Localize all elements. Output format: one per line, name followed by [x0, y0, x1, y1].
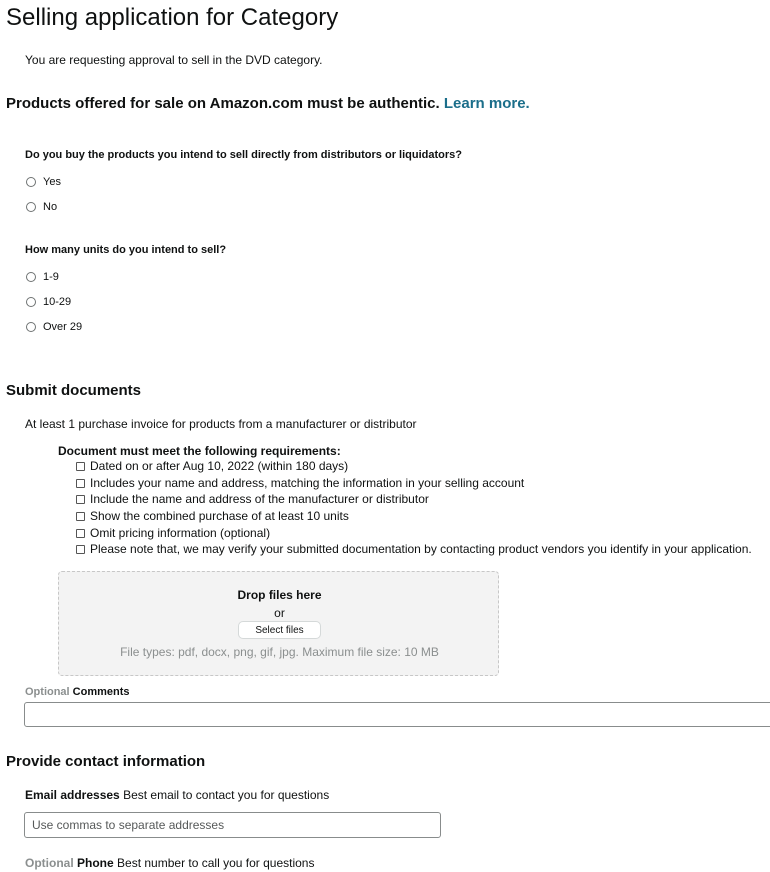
- requirement-label: Please note that, we may verify your submitted documentation by contacting product vendors you identify in your application.: [90, 542, 752, 556]
- requirement-checkbox[interactable]: [76, 512, 85, 521]
- optional-tag: Optional: [25, 686, 70, 698]
- radio-label: 1-9: [43, 271, 59, 283]
- file-dropzone[interactable]: [58, 571, 499, 676]
- contact-heading: Provide contact information: [6, 753, 206, 770]
- radio-option-10-29[interactable]: [26, 296, 71, 308]
- requirement-label: Show the combined purchase of at least 10 units: [90, 509, 349, 523]
- radio-label: Yes: [43, 176, 61, 188]
- requirement-verify[interactable]: [76, 542, 752, 556]
- dropzone-or: or: [274, 606, 285, 620]
- radio-button[interactable]: [26, 177, 36, 187]
- requirement-checkbox[interactable]: [76, 545, 85, 554]
- dropzone-title: Drop files here: [237, 588, 322, 602]
- radio-option-yes[interactable]: [26, 176, 61, 188]
- requirement-label: Omit pricing information (optional): [90, 526, 271, 540]
- phone-label: [25, 856, 314, 870]
- comments-input[interactable]: [24, 702, 770, 727]
- requirement-label: Include the name and address of the manufacturer or distributor: [90, 492, 429, 506]
- email-label: [25, 788, 329, 802]
- learn-more-link[interactable]: Learn more.: [443, 95, 530, 112]
- optional-tag: Optional: [25, 856, 74, 870]
- phone-hint: Best number to call you for questions: [117, 856, 315, 870]
- requirement-checkbox[interactable]: [76, 529, 85, 538]
- requirement-name-address[interactable]: [76, 476, 524, 490]
- radio-option-no[interactable]: [26, 201, 57, 213]
- radio-button[interactable]: [26, 297, 36, 307]
- radio-label: No: [43, 201, 58, 213]
- file-types-hint: File types: pdf, docx, png, gif, jpg. Maximum file size: 10 MB: [120, 645, 439, 659]
- requirement-manufacturer[interactable]: [76, 492, 429, 506]
- radio-option-over-29[interactable]: [26, 321, 82, 333]
- category-intro: You are requesting approval to sell in the DVD category.: [25, 53, 323, 67]
- requirement-checkbox[interactable]: [76, 495, 85, 504]
- select-files-button[interactable]: Select files: [238, 621, 321, 639]
- comments-label: [25, 686, 130, 698]
- radio-option-1-9[interactable]: [26, 271, 59, 283]
- question-units: How many units do you intend to sell?: [25, 244, 227, 256]
- requirement-checkbox[interactable]: [76, 462, 85, 471]
- email-label-text: Email addresses: [25, 788, 120, 802]
- requirement-label: Dated on or after Aug 10, 2022 (within 180 days): [90, 459, 349, 473]
- authenticity-notice: [6, 95, 530, 112]
- radio-label: Over 29: [43, 321, 83, 333]
- documents-description: At least 1 purchase invoice for products from a manufacturer or distributor: [25, 417, 417, 431]
- radio-button[interactable]: [26, 272, 36, 282]
- submit-documents-heading: Submit documents: [6, 382, 142, 399]
- requirement-date[interactable]: [76, 459, 348, 473]
- email-hint: Best email to contact you for questions: [123, 788, 330, 802]
- requirement-label: Includes your name and address, matching the information in your selling account: [90, 476, 525, 490]
- page-title: Selling application for Category: [6, 4, 339, 31]
- radio-button[interactable]: [26, 322, 36, 332]
- radio-button[interactable]: [26, 202, 36, 212]
- requirement-checkbox[interactable]: [76, 479, 85, 488]
- radio-label: 10-29: [43, 296, 72, 308]
- requirement-units[interactable]: [76, 509, 349, 523]
- requirement-pricing[interactable]: [76, 526, 270, 540]
- question-distributors: Do you buy the products you intend to sell directly from distributors or liquidators?: [25, 149, 462, 161]
- authenticity-text: Products offered for sale on Amazon.com must be authentic.: [6, 95, 440, 112]
- email-input[interactable]: [24, 812, 441, 838]
- phone-label-text: Phone: [77, 856, 114, 870]
- requirements-heading: Document must meet the following requirements:: [58, 444, 341, 458]
- comments-label-text: Comments: [72, 686, 130, 698]
